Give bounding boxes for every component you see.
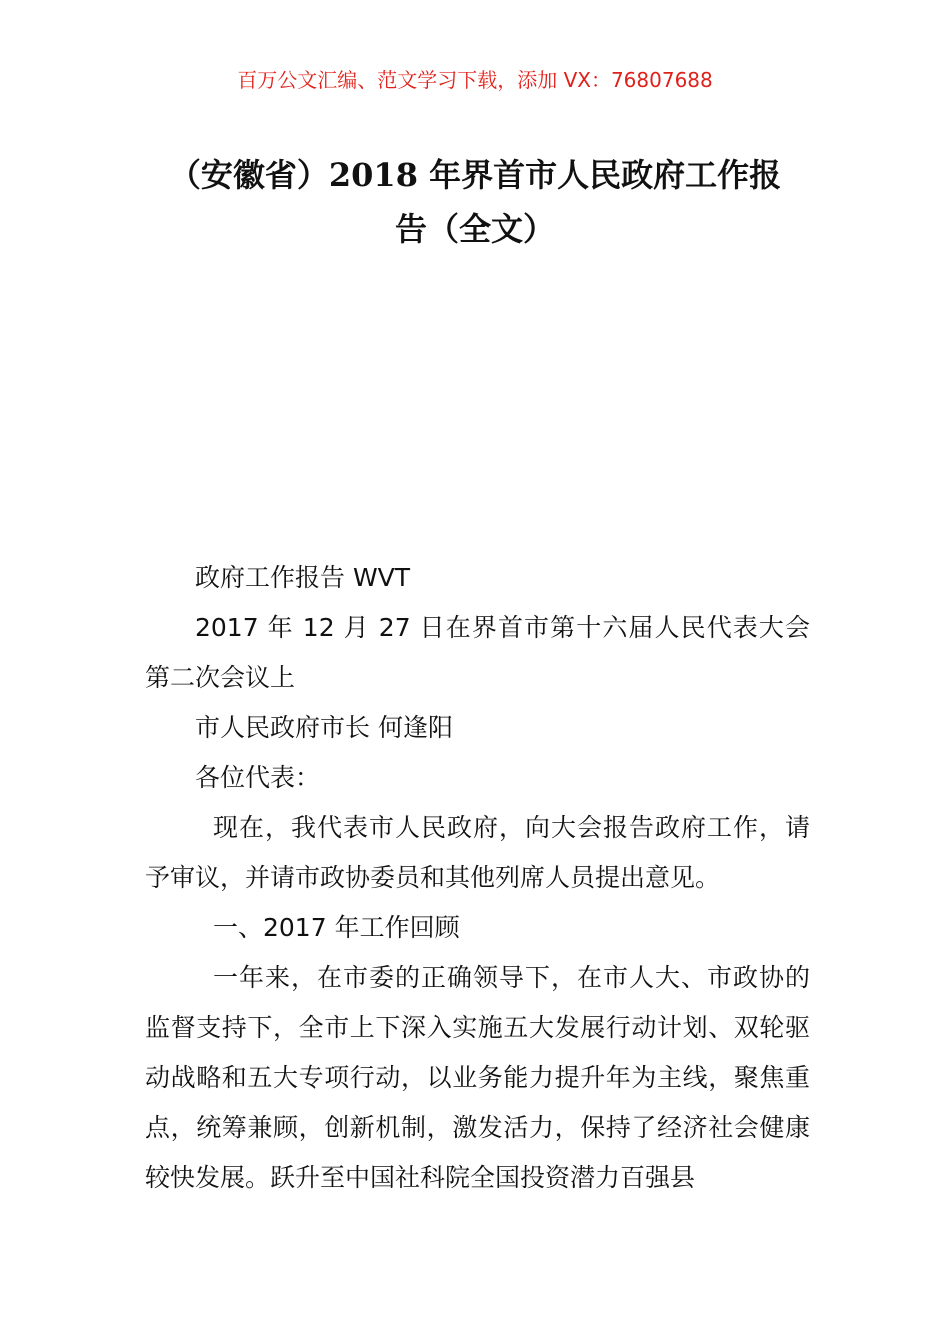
title-line-2: 告（全文）: [394, 210, 555, 248]
title-line-1: （安徽省）2018 年界首市人民政府工作报: [168, 156, 782, 194]
document-body: [145, 553, 810, 1203]
header-watermark-note: 百万公文汇编、范文学习下载，添加 VX：76807688: [237, 68, 713, 92]
opening-paragraph: 现在，我代表市人民政府，向大会报告政府工作，请予审议，并请市政协委员和其他列席人员提出意见。: [145, 813, 810, 892]
review-paragraph: 一年来，在市委的正确领导下，在市人大、市政协的监督支持下，全市上下深入实施五大发展行动计划、双轮驱动战略和五大专项行动，以业务能力提升年为主线，聚焦重点，统筹兼顾，创新机制，激发活力，保持了经济社会健康较快发展。跃升至中国社科院全国投资潜力百强县: [145, 963, 810, 1192]
speaker-info: 市人民政府市长 何逢阳: [195, 713, 453, 742]
salutation: 各位代表：: [195, 763, 321, 792]
report-subtitle: 政府工作报告 WVT: [195, 563, 411, 592]
meeting-info: 2017 年 12 月 27 日在界首市第十六届人民代表大会第二次会议上: [145, 613, 810, 692]
document-title: [140, 148, 810, 256]
section-heading: 一、2017 年工作回顾: [213, 913, 460, 942]
